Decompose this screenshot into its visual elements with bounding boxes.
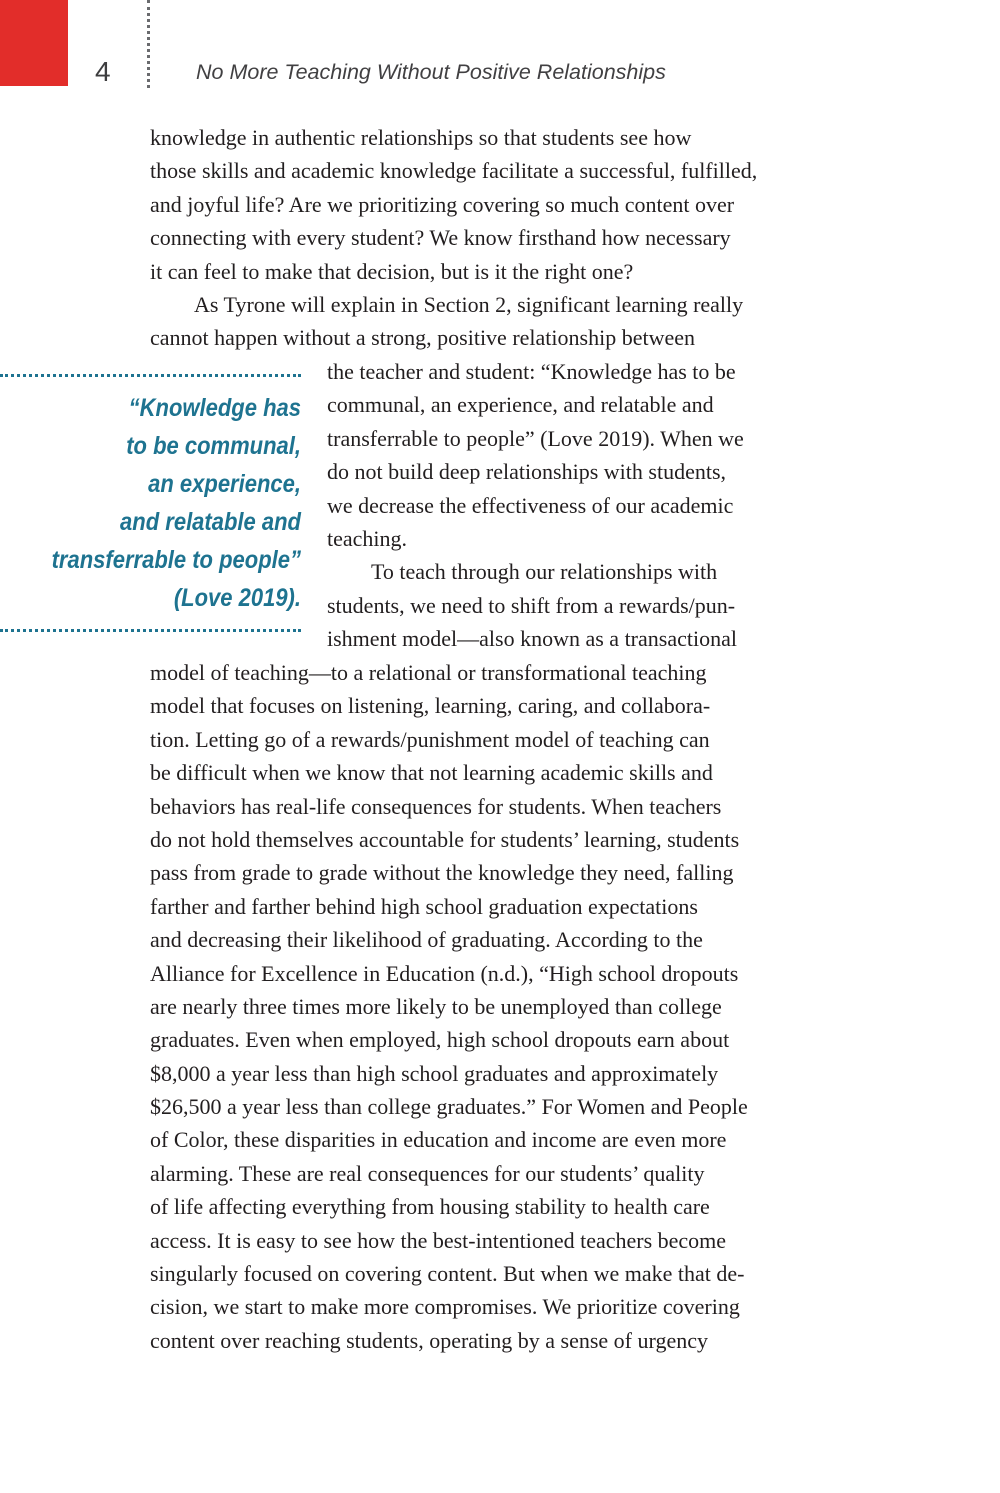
text-line: Alliance for Excellence in Education (n.d.), “High school dropouts xyxy=(150,960,739,986)
text-line: transferrable to people” (Love 2019). When we xyxy=(327,425,744,451)
page-number: 4 xyxy=(95,56,111,87)
body-paragraph-2-intro xyxy=(150,288,862,355)
text-line: As Tyrone will explain in Section 2, significant learning really xyxy=(194,292,744,317)
text-line: it can feel to make that decision, but is it the right one? xyxy=(150,258,634,284)
text-line: knowledge in authentic relationships so that students see how xyxy=(150,125,692,150)
text-line: communal, an experience, and relatable and xyxy=(327,392,714,418)
text-line: (Love 2019). xyxy=(173,584,301,612)
text-line: and joyful life? Are we prioritizing covering so much content over xyxy=(150,191,735,217)
text-line: the teacher and student: “Knowledge has to be xyxy=(327,359,736,384)
body-paragraph-continuation xyxy=(150,656,862,1357)
text-line: connecting with every student? We know firsthand how necessary xyxy=(150,225,731,251)
running-head: No More Teaching Without Positive Relationships xyxy=(196,60,666,84)
text-line: pass from grade to grade without the knowledge they need, falling xyxy=(150,860,734,886)
text-line: of life affecting everything from housing stability to health care xyxy=(150,1194,710,1220)
text-line: singularly focused on covering content. But when we make that de- xyxy=(150,1261,745,1287)
text-line: graduates. Even when employed, high school dropouts earn about xyxy=(150,1027,730,1053)
text-line: alarming. These are real consequences for our students’ quality xyxy=(150,1160,705,1186)
text-line: transferrable to people” xyxy=(51,546,301,574)
text-line: are nearly three times more likely to be unemployed than college xyxy=(150,993,722,1019)
text-line: ishment model—also known as a transactional xyxy=(327,626,737,652)
text-line: an experience, xyxy=(148,470,301,498)
text-line: to be communal, xyxy=(126,432,301,460)
text-line: access. It is easy to see how the best-intentioned teachers become xyxy=(150,1227,727,1253)
text-line: To teach through our relationships with xyxy=(371,559,718,585)
text-line: cannot happen without a strong, positive relationship between xyxy=(150,325,695,351)
text-line: be difficult when we know that not learning academic skills and xyxy=(150,760,713,786)
text-line: tion. Letting go of a rewards/punishment model of teaching can xyxy=(150,726,710,752)
body-paragraph-1 xyxy=(150,121,862,288)
text-line: content over reaching students, operating by a sense of urgency xyxy=(150,1327,708,1353)
corner-accent-block xyxy=(0,0,68,86)
header-dotted-divider xyxy=(147,0,150,88)
body-paragraph-wrapped-beside-quote xyxy=(150,355,862,656)
text-line: students, we need to shift from a rewards/pun- xyxy=(327,592,736,618)
text-line: “Knowledge has xyxy=(128,394,301,422)
text-line: and relatable and xyxy=(120,508,302,536)
text-line: we decrease the effectiveness of our academic xyxy=(327,492,734,518)
text-line: $8,000 a year less than high school graduates and approximately xyxy=(150,1060,719,1086)
text-line: do not build deep relationships with students, xyxy=(327,459,727,485)
text-line: $26,500 a year less than college graduates.” For Women and People xyxy=(150,1094,748,1120)
text-line: behaviors has real-life consequences for students. When teachers xyxy=(150,793,722,819)
text-line: of Color, these disparities in education and income are even more xyxy=(150,1127,727,1153)
text-line: do not hold themselves accountable for students’ learning, students xyxy=(150,826,740,852)
text-line: model of teaching—to a relational or transformational teaching xyxy=(150,660,707,685)
text-line: farther and farther behind high school graduation expectations xyxy=(150,893,698,919)
text-line: model that focuses on listening, learning, caring, and collabora- xyxy=(150,693,711,719)
text-line: those skills and academic knowledge facilitate a successful, fulfilled, xyxy=(150,158,758,184)
text-line: and decreasing their likelihood of graduating. According to the xyxy=(150,927,703,953)
text-line: cision, we start to make more compromises. We prioritize covering xyxy=(150,1294,740,1320)
text-line: teaching. xyxy=(327,525,408,551)
